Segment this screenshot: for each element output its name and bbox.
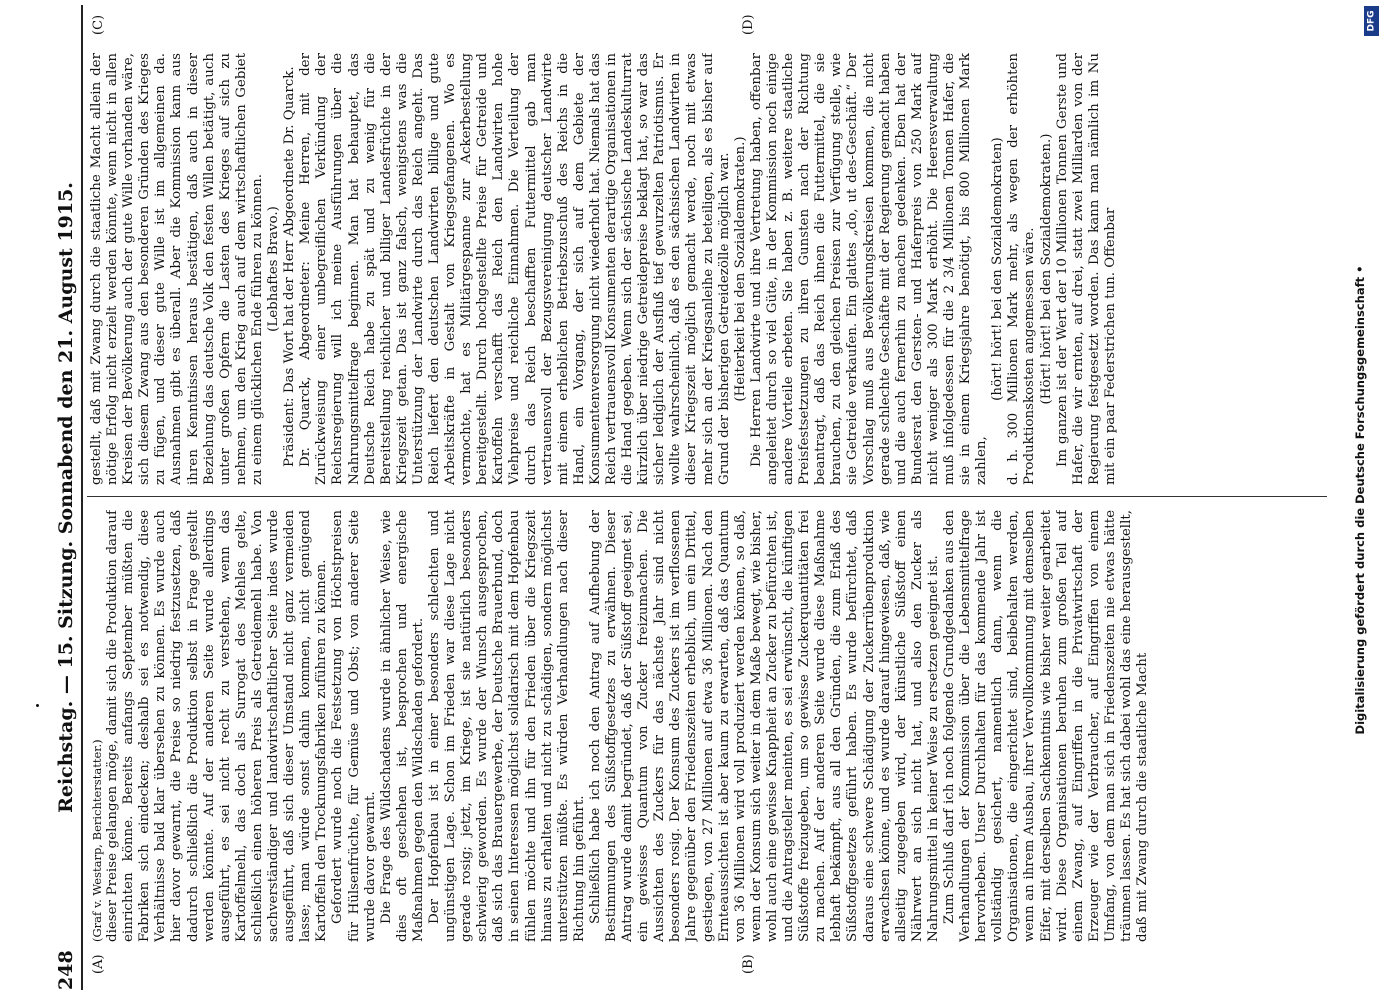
margin-mark-b: (B) (741, 954, 756, 974)
running-head (55, 5, 79, 990)
page-number: 248 (55, 950, 77, 990)
right-paragraph: (Lebhaftes Bravo.) (266, 206, 282, 332)
digitization-credit: Digitalisierung gefördert durch die Deutsche Forschungsgemeinschaft • (1353, 265, 1367, 735)
right-paragraph: Dr. Quarck, Abgeordneter: Meine Herren, mit der Zurückweisung einer unbegreiflichen Verkündung der Reichsregierung will ich meine Ausführungen über die Nahrungsmittelfrage beginnen. Man hat behauptet, das Deutsche Reich habe zu spät und zu wenig für die Bereitstellung reichlicher und billiger Landesfrüchte in der Kriegszeit getan. Das ist ganz falsch, wenigstens was die Unterstützung der Landwirte durch das Reich angeht. Das Reich liefert den deutschen Landwirten billige und gute Arbeitskräfte in Gestalt von Kriegsgefangenen. Wo es vermochte, hat es Militärgespanne zur Ackerbestellung bereitgestellt. Durch hochgestellte Preise für Getreide und Kartoffeln verschafft das Reich den Landwirten hohe Viehpreise und reichliche Einnahmen. Die Verteilung der durch das Reich beschafften Futtermittel gab man vertrauensvoll der Bezugsvereinigung deutscher Landwirte mit einem erheblichen Betriebszuschuß des Reichs in die Hand, ein Vorgang, der sich auf dem Gebiete der Konsumentenversorgung nicht wiederholt hat. Niemals hat das Reich vertrauensvoll Konsumenten derartige Organisationen in die Hand gegeben. Wenn sich der sächsische Landeskulturrat kürzlich über niedrige Getreidepreise beklagt hat, so war das sicher lediglich der Ausfluß tief gewurzelten Patriotismus. Er wollte wahrscheinlich, daß es den sächsischen Landwirten in dieser Kriegszeit möglich gemacht werde, noch mit etwas mehr sich an der Kriegsanleihe zu beteiligen, als es bisher auf Grund der bisherigen Getreidezölle möglich war. (298, 53, 732, 485)
left-paragraph: Die Frage des Wildschadens wurde in ähnlicher Weise, wie dies oft geschehen ist, besprochen und energische Maßnahmen gegen den Wildschaden gefordert. (378, 510, 426, 942)
left-paragraph: Der Hopfenbau ist in einer besonders schlechten und ungünstigen Lage. Schon im Frieden war diese Lage nicht gerade rosig; jetzt, im Kriege, ist sie natürlich besonders schwierig geworden. Es wurde der Wunsch ausgesprochen, daß sich das Brauergewerbe, der Deutsche Brauerbund, doch in seinen Interessen möglichst solidarisch mit dem Hopfenbau fühlen möchte und ihn für den Frieden über die Kriegszeit hinaus zu erhalten und nicht zu schädigen, sondern möglichst unterstützen müßte. Es würden Verhandlungen nach dieser Richtung hin geführt. (426, 510, 587, 942)
dfg-logo (1364, 6, 1379, 36)
right-paragraph: (Heiterkeit bei den Sozialdemokraten.) (732, 136, 748, 402)
right-paragraph: Präsident: Das Wort hat der Herr Abgeordnete Dr. Quarck. (282, 66, 298, 467)
margin-mark-d: (D) (741, 14, 756, 35)
right-paragraph: (hört! hört! bei den Sozialdemokraten) (990, 137, 1006, 401)
right-paragraph: gestellt, daß mit Zwang durch die staatliche Macht allein der nötige Erfolg nicht erzielt werden könnte, wenn nicht in allen Kreisen der Bevölkerung auch der gute Wille vorhanden wäre, sich diesem Zwang aus den besonderen Gründen des Krieges zu fügen, und dieser gute Wille ist im allgemeinen da. Ausnahmen gibt es überall. Aber die Kommission kann aus ihren Kenntnissen heraus bestätigen, daß auch in dieser Beziehung das deutsche Volk den festen Willen betätigt, auch unter großen Opfern die Lasten des Krieges auf sich zu nehmen, um den Krieg auch auf dem wirtschaftlichen Gebiet zu einem glücklichen Ende führen zu können. (89, 53, 265, 485)
left-text-column (89, 510, 1319, 942)
right-text-column (89, 53, 1319, 485)
left-paragraph: Zum Schluß darf ich noch folgende Grundgedanken aus den Verhandlungen der Kommission über die Lebensmittelfrage hervorheben. Unser Durchhalten für das kommende Jahr ist vollständig gesichert, namentlich dann, wenn die Organisationen, die eingerichtet sind, beibehalten werden, wenn an ihrem Ausbau, ihrer Vervollkommnung mit demselben Eifer, mit derselben Sachkenntnis wie bisher weiter gearbeitet wird. Diese Organisationen beruhen zum großen Teil auf einem Zwang, auf Eingriffen in die Privatwirtschaft der Erzeuger wie der Verbraucher, auf Eingriffen von einem Umfang, von dem man sich in Friedenszeiten nie etwas hätte träumen lassen. Es hat sich dabei wohl das eine herausgestellt, daß mit Zwang durch die staatliche Macht (941, 510, 1151, 942)
column-divider (87, 496, 1327, 497)
left-paragraph: Gefordert wurde noch die Festsetzung von Höchstpreisen für Hülsenfrüchte, für Gemüse und Obst; von anderer Seite wurde davor gewarnt. (330, 510, 378, 942)
right-paragraph: Die Herren Landwirte und ihre Vertretung haben, offenbar angeleitet durch so viel Güte, in der Kommission noch einige andere Vorteile erbeten. Sie haben z. B. weitere staatliche Preisfestsetzungen zu ihren Gunsten nach der Richtung beantragt, daß das Reich ihnen die Futtermittel, die sie brauchen, zu den gleichen Preisen zur Verfügung stelle, wie sie Getreide verkaufen. Ein glattes „do, ut des-Geschäft.“ Der Vorschlag muß aus Bevölkerungskreisen kommen, die nicht gerade schlechte Geschäfte mit der Regierung gemacht haben und die auch fernerhin zu machen gedenken. Eben hat der Bundesrat den Gersten- und Haferpreis von 250 Mark auf nicht weniger als 300 Mark erhöht. Die Heeresverwaltung muß infolgedessen für die 2 3/4 Millionen Tonnen Hafer, die sie in einem Kriegsjahre benötigt, bis 800 Millionen Mark zahlen, (748, 53, 990, 485)
margin-mark-a: (A) (91, 954, 106, 974)
right-paragraph: (Hört! hört! bei den Sozialdemokraten.) (1038, 133, 1054, 405)
margin-mark-c: (C) (91, 14, 106, 35)
right-paragraph: d. h. 300 Millionen Mark mehr, als wegen der erhöhten Produktionskosten angemessen wäre. (1006, 53, 1038, 485)
right-paragraph: Im ganzen ist der Wert der 10 Millionen Tonnen Gerste und Hafer, die wir ernten, auf drei, statt zwei Milliarden von der Regierung festgesetzt worden. Das kann man nämlich im Nu mit ein paar Federstrichen tun. Offenbar (1054, 53, 1118, 485)
running-head-title: Reichstag. — 15. Sitzung. Sonnabend den 21. August 1915. (55, 182, 77, 813)
left-paragraph: dieser Preise gelangen möge, damit sich die Produktion darauf einrichten könne. Bereits anfangs September müßten die Fabriken sich eindecken; deshalb sei es notwendig, diese Verhältnisse bald klar übersehen zu können. Es wurde auch hier davor gewarnt, die Preise so niedrig festzusetzen, daß dadurch schließlich die Produktion selbst in Frage gestellt werden könnte. Auf der anderen Seite wurde allerdings ausgeführt, es sei nicht recht zu verstehen, wenn das Kartoffelmehl, das doch als Surrogat des Mehles gelte, schließlich einen höheren Preis als Getreidemehl habe. Von sachverständiger und landwirtschaftlicher Seite indes wurde ausgeführt, daß sich dieser Umstand nicht ganz vermeiden lasse; man würde sonst dahin kommen, nicht genügend Kartoffeln den Trocknungsfabriken zuführen zu können. (105, 510, 330, 942)
rotated-page-content (55, 5, 1355, 990)
left-paragraph: (Graf v. Westarp, Berichterstatter.) (90, 739, 104, 942)
dfg-logo-text: DFG (1366, 10, 1377, 32)
header-rule (81, 5, 83, 990)
left-paragraph: Schließlich habe ich noch den Antrag auf Aufhebung der Bestimmungen des Süßstoffgesetzes zu erwähnen. Dieser Antrag wurde damit begründet, daß der Süßstoff geeignet sei, ein gewisses Quantum von Zucker freizumachen. Die Aussichten des Zuckers für das nächste Jahr sind nicht besonders rosig. Der Konsum des Zuckers ist im verflossenen Jahre gegenüber den Friedenszeiten erheblich, um ein Drittel, gestiegen, von 27 Millionen auf etwa 36 Millionen. Nach den Ernteaussichten ist aber kaum zu erwarten, daß das Quantum von 36 Millionen wird voll produziert werden können, so daß, wenn der Konsum sich weiter in dem Maße bewegt, wie bisher, wohl auch eine gewisse Knappheit an Zucker zu befürchten ist, und die Antragsteller meinten, es sei erwünscht, die künftigen Süßstoffe freizugeben, um so gewisse Zuckerquantitäten frei zu machen. Auf der anderen Seite wurde diese Maßnahme lebhaft bekämpft, aus all den Gründen, die zum Erlaß des Süßstoffgesetzes geführt haben. Es wurde befürchtet, daß daraus eine schwere Schädigung der Zuckerrübenproduktion erwachsen könne, und es wurde darauf hingewiesen, daß, wie allseitig zugegeben wird, der künstliche Süßstoff einen Nährwert an sich nicht hat, und also den Zucker als Nahrungsmittel in keiner Weise zu ersetzen geeignet ist. (587, 510, 941, 942)
scan-speck (36, 704, 39, 707)
